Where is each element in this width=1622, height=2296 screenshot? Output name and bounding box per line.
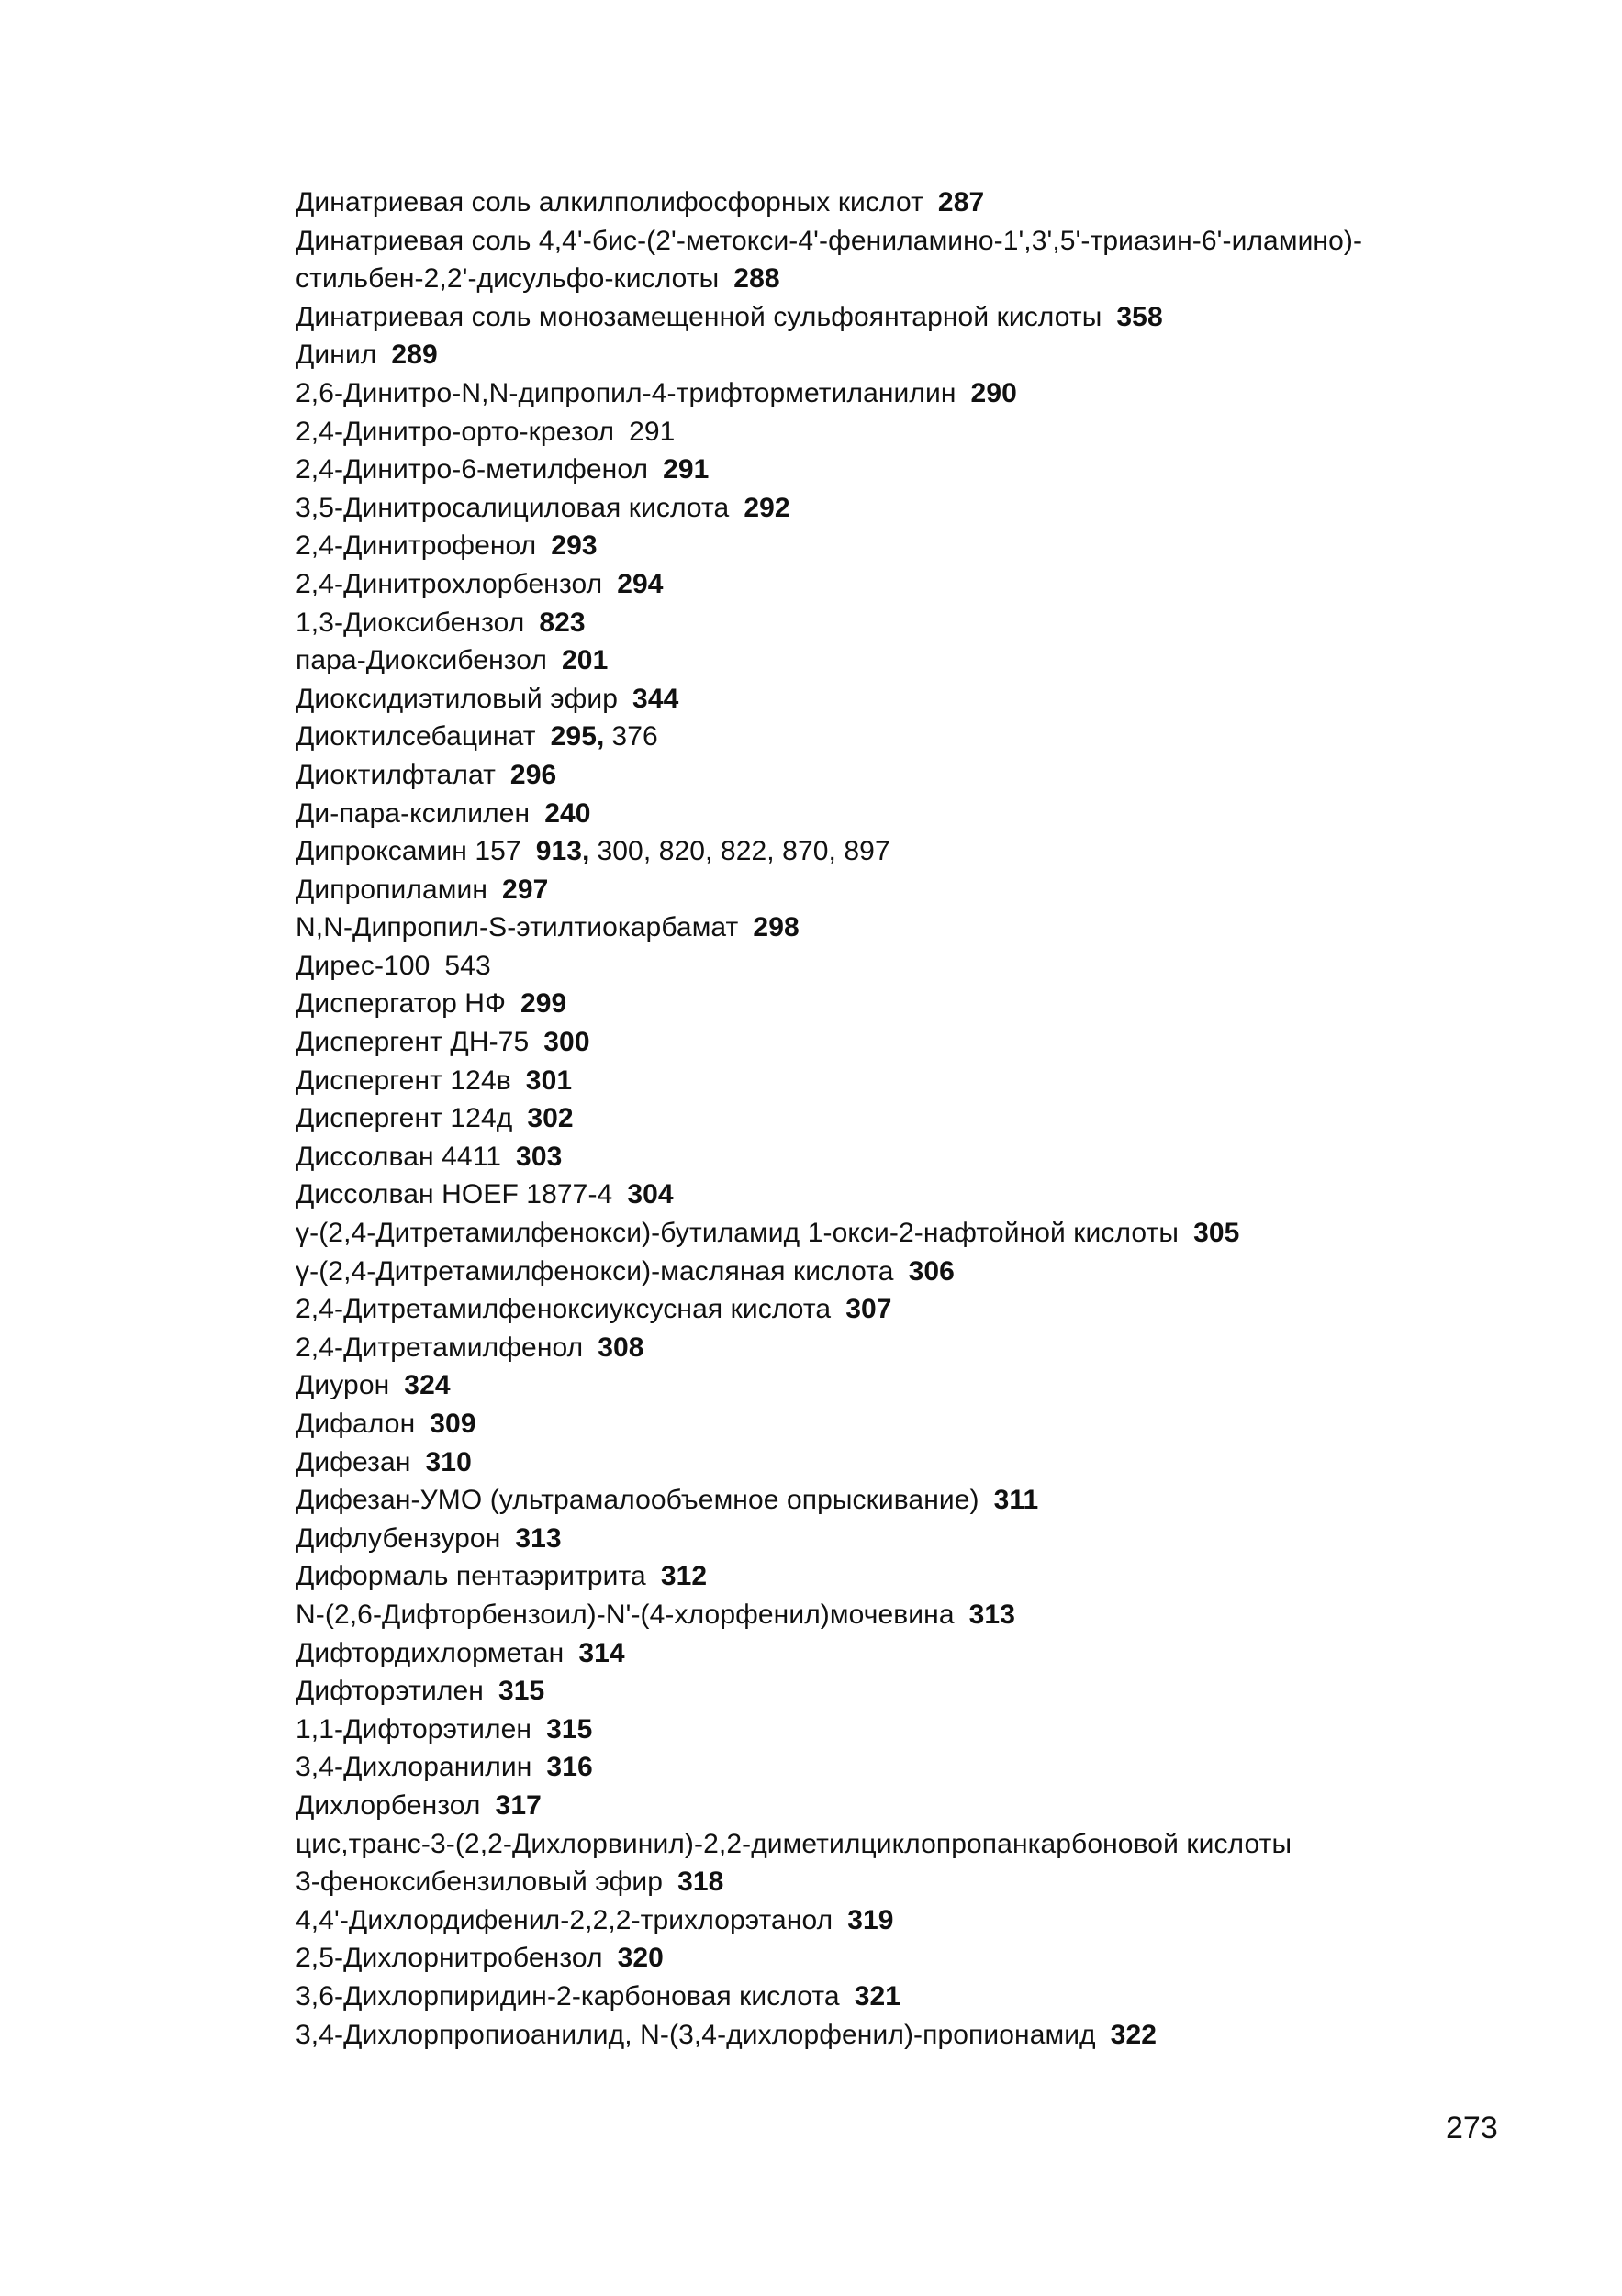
index-entry	[296, 871, 1562, 909]
entry-page-ref: 321	[854, 1980, 901, 2012]
entry-page-ref: 823	[539, 607, 586, 638]
index-entry	[296, 1672, 1562, 1711]
entry-term: Дифезан	[296, 1446, 411, 1477]
index-entry	[296, 1176, 1562, 1214]
entry-term: Диоктилсебацинат	[296, 721, 536, 752]
index-entry	[296, 718, 1562, 756]
index-entry	[296, 1290, 1562, 1329]
entry-page-ref: 315	[546, 1713, 593, 1744]
entry-term: Динатриевая соль алкилполифосфорных кислот	[296, 187, 923, 217]
index-entry	[296, 1901, 1562, 1940]
entry-page-ref: 299	[520, 988, 567, 1020]
entry-term: γ-(2,4-Дитретамилфенокси)-бутиламид 1-окси-2-нафтойной кислоты	[296, 1218, 1180, 1249]
entry-term: 1,1-Дифторэтилен	[296, 1713, 532, 1744]
entry-term: Динатриевая соль монозамещенной сульфоянтарной кислоты	[296, 301, 1102, 332]
index-entry	[296, 1939, 1562, 1978]
entry-term: Диоктилфталат	[296, 759, 496, 790]
entry-page-ref: 303	[516, 1141, 563, 1172]
entry-term: Дипроксамин 157	[296, 836, 521, 867]
entry-term: Диссолван HOEF 1877-4	[296, 1179, 613, 1210]
index-entry	[296, 908, 1562, 947]
entry-term: 2,4-Динитрохлорбензол	[296, 568, 603, 599]
index-entry	[296, 374, 1562, 413]
index-entry	[296, 2016, 1562, 2055]
index-entry	[296, 413, 1562, 451]
entry-term: Дифторэтилен	[296, 1676, 484, 1707]
entry-page-ref: 313	[968, 1599, 1015, 1630]
entry-term: Диоксидиэтиловый эфир	[296, 683, 619, 714]
entry-term: 4,4'-Дихлордифенил-2,2,2-трихлорэтанол	[296, 1904, 833, 1935]
entry-term: Диурон	[296, 1370, 390, 1401]
index-entry	[296, 1557, 1562, 1596]
index-entry	[296, 1329, 1562, 1367]
entry-page-ref: 304	[627, 1179, 674, 1210]
entry-term: Диспергент ДН-75	[296, 1027, 530, 1058]
index-entry	[296, 451, 1562, 489]
entry-page-ref: 298	[753, 912, 800, 943]
entry-page-ref: 913,	[535, 836, 590, 867]
entry-page-ref: 318	[677, 1867, 724, 1898]
entry-page-ref: 302	[527, 1103, 574, 1134]
entry-page-ref: 287	[937, 187, 985, 217]
index-entry	[296, 1405, 1562, 1443]
entry-page-ref: 358	[1116, 301, 1163, 332]
entry-term: 3,6-Дихлорпиридин-2-карбоновая кислота	[296, 1980, 840, 2012]
entry-term: Дифлубензурон	[296, 1522, 501, 1554]
entry-page-ref: 293	[551, 530, 598, 562]
index-entry	[296, 222, 1489, 298]
entry-page-ref: 288	[733, 263, 780, 295]
entry-page-ref: 297	[502, 874, 549, 905]
entry-term: цис,транс-3-(2,2-Дихлорвинил)-2,2-диметилциклопропанкарбоновой кислоты	[296, 1828, 1292, 1859]
entry-term: 2,4-Динитро-6-метилфенол	[296, 454, 649, 485]
entry-page-ref: 305	[1193, 1218, 1240, 1249]
entry-term: Дипропиламин	[296, 874, 488, 905]
entry-term: γ-(2,4-Дитретамилфенокси)-масляная кислота	[296, 1255, 894, 1287]
index-entry	[296, 336, 1562, 374]
entry-page-ref: 307	[845, 1294, 892, 1325]
entry-page-ref: 344	[632, 683, 679, 714]
entry-term: 3,4-Дихлорпропиоанилид, N-(3,4-дихлорфенил)-пропионамид	[296, 2019, 1096, 2050]
entry-term: 3,4-Дихлоранилин	[296, 1752, 532, 1783]
entry-term: 3,5-Динитросалициловая кислота	[296, 492, 730, 523]
index-entry	[296, 1023, 1562, 1062]
index-entry	[296, 1099, 1562, 1138]
index-entry	[296, 795, 1562, 833]
index-entry	[296, 565, 1562, 604]
index-entry	[296, 680, 1562, 719]
entry-page-ref: 311	[993, 1485, 1039, 1516]
entry-page-ref: 296	[509, 759, 557, 790]
entry-term: 2,4-Динитро-орто-крезол	[296, 416, 615, 447]
entry-page-ref: 543	[444, 950, 491, 981]
entry-term: Ди-пара-ксилилен	[296, 797, 531, 829]
entry-page-ref: 295,	[550, 721, 605, 752]
entry-page-ref: 312	[660, 1561, 708, 1592]
entry-term: пара-Диоксибензол	[296, 645, 548, 676]
entry-term: 1,3-Диоксибензол	[296, 607, 525, 638]
page-number: 273	[1446, 2111, 1498, 2146]
entry-page-ref: 308	[598, 1332, 644, 1363]
entry-page-ref: 291	[629, 416, 676, 447]
entry-page-ref: 317	[495, 1789, 542, 1821]
entry-page-ref: 294	[617, 568, 664, 599]
index-entry	[296, 947, 1562, 986]
entry-page-ref: 301	[525, 1064, 573, 1096]
index-entry	[296, 1443, 1562, 1482]
entry-page-ref: 291	[663, 454, 710, 485]
index-entry	[296, 1481, 1562, 1520]
index-entry	[296, 527, 1562, 565]
entry-page-ref: 320	[617, 1943, 664, 1974]
index-entry	[296, 1596, 1562, 1634]
index-entry	[296, 1634, 1562, 1673]
entry-term: Диссолван 4411	[296, 1141, 502, 1172]
entry-page-ref: 314	[578, 1637, 625, 1668]
entry-extra-page-refs: 376	[611, 721, 658, 752]
entry-term: N-(2,6-Дифторбензоил)-N'-(4-хлорфенил)мочевина	[296, 1599, 955, 1630]
index-entry	[296, 1062, 1562, 1100]
entry-page-ref: 316	[546, 1752, 593, 1783]
entry-term: Дихлорбензол	[296, 1789, 481, 1821]
entry-page-ref: 306	[908, 1255, 955, 1287]
index-entry	[296, 1711, 1562, 1749]
entry-term: 2,6-Динитро-N,N-дипропил-4-трифторметиланилин	[296, 377, 956, 408]
entry-page-ref: 315	[498, 1676, 545, 1707]
entry-term: 2,4-Дитретамилфенол	[296, 1332, 584, 1363]
entry-page-ref: 319	[847, 1904, 894, 1935]
entry-term: Диспергент 124д	[296, 1103, 513, 1134]
entry-page-ref: 289	[391, 340, 438, 371]
entry-term: 2,4-Динитрофенол	[296, 530, 537, 562]
entry-term: Дифтордихлорметан	[296, 1637, 565, 1668]
index-entry	[296, 1366, 1562, 1405]
index-entry	[296, 641, 1562, 680]
entry-term: Дифезан-УМО (ультрамалообъемное опрыскивание)	[296, 1485, 979, 1516]
entry-term: Динил	[296, 340, 377, 371]
index-entry	[296, 604, 1562, 642]
entry-term: 2,5-Дихлорнитробензол	[296, 1943, 603, 1974]
index-entry	[296, 1520, 1562, 1558]
index-entry	[296, 1748, 1562, 1787]
entry-term: N,N-Дипропил-S-этилтиокарбамат	[296, 912, 739, 943]
entry-page-ref: 300	[543, 1027, 590, 1058]
entry-term: Диспергент 124в	[296, 1064, 511, 1096]
index-entry	[296, 1825, 1562, 1864]
entry-page-ref: 322	[1110, 2019, 1158, 2050]
entry-page-ref: 290	[970, 377, 1017, 408]
index-entry	[296, 832, 1562, 871]
index-entry	[296, 756, 1562, 795]
index-entry	[296, 985, 1562, 1023]
entry-term: 3-феноксибензиловый эфир	[296, 1867, 664, 1898]
entry-page-ref: 201	[562, 645, 609, 676]
index-entry	[296, 1863, 1562, 1901]
entry-page-ref: 324	[404, 1370, 451, 1401]
entry-term: Диформаль пентаэритрита	[296, 1561, 646, 1592]
index-entry	[296, 1787, 1562, 1825]
index-entry	[296, 184, 1562, 222]
index-entry	[296, 489, 1562, 528]
index-entry	[296, 1214, 1562, 1253]
index-entry-list	[296, 184, 1562, 2054]
entry-term: Дирес-100	[296, 950, 431, 981]
index-entry	[296, 1253, 1562, 1291]
entry-extra-page-refs: 300, 820, 822, 870, 897	[597, 836, 890, 867]
entry-term: Диспергатор НФ	[296, 988, 506, 1020]
entry-page-ref: 313	[515, 1522, 562, 1554]
index-entry	[296, 298, 1562, 337]
index-entry	[296, 1138, 1562, 1176]
entry-page-ref: 240	[544, 797, 591, 829]
entry-term: Динатриевая соль 4,4'-бис-(2'-метокси-4'-фениламино-1',3',5'-триазин-6'-иламино)-стильбен-2,2'-дисульфо-кислоты	[296, 225, 1363, 295]
entry-term: Дифалон	[296, 1409, 416, 1439]
entry-page-ref: 292	[744, 492, 790, 523]
entry-term: 2,4-Дитретамилфеноксиуксусная кислота	[296, 1294, 832, 1325]
index-entry	[296, 1978, 1562, 2016]
entry-page-ref: 309	[430, 1409, 476, 1439]
entry-page-ref: 310	[425, 1446, 472, 1477]
